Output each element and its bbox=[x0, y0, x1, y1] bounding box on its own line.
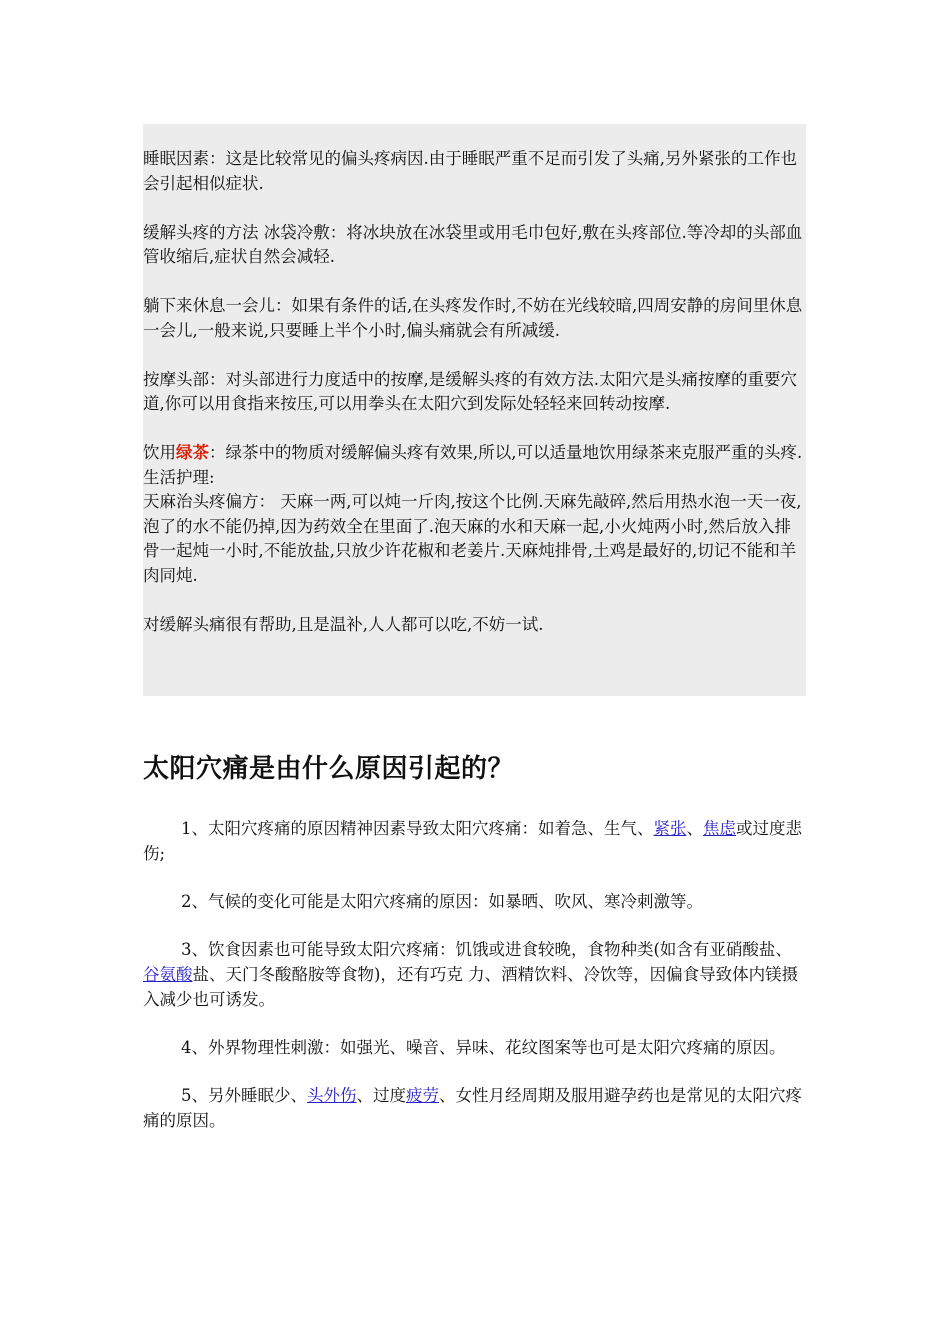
link-glutamate[interactable]: 谷氨酸 bbox=[143, 965, 193, 984]
link-anxiety[interactable]: 焦虑 bbox=[703, 819, 736, 838]
section-heading: 太阳穴痛是由什么原因引起的？ bbox=[143, 754, 515, 784]
green-tea-keyword: 绿茶 bbox=[176, 443, 209, 462]
ice-pack-paragraph: 缓解头疼的方法 冰袋冷敷：将冰块放在冰袋里或用毛巾包好,敷在头疼部位.等冷却的头部血管收缩后,症状自然会减轻. bbox=[143, 222, 803, 266]
cause-text: 、女性月经周期及服用避孕药也是常见的太阳穴疼痛的原因。 bbox=[143, 1086, 802, 1130]
cause-text: 或过度悲伤; bbox=[143, 819, 802, 863]
causes-list bbox=[143, 816, 806, 1156]
cause-item-5 bbox=[143, 1083, 806, 1133]
cause-text: 、过度 bbox=[356, 1086, 406, 1105]
cause-text: 3、饮食因素也可能导致太阳穴疼痛：饥饿或进食较晚，食物种类(如含有亚硝酸盐、 bbox=[181, 940, 792, 959]
cause-item-4: 4、外界物理性刺激：如强光、噪音、异味、花纹图案等也可是太阳穴疼痛的原因。 bbox=[181, 1038, 786, 1057]
tea-text: ：绿茶中的物质对缓解偏头疼有效果,所以,可以适量地饮用绿茶来克服严重的头疼. bbox=[209, 443, 803, 462]
link-fatigue[interactable]: 疲劳 bbox=[406, 1086, 439, 1105]
care-label: 生活护理: bbox=[143, 467, 215, 487]
cause-text: 1、太阳穴疼痛的原因精神因素导致太阳穴疼痛：如着急、生气、 bbox=[181, 819, 654, 838]
separator: 、 bbox=[686, 819, 703, 838]
link-head-injury[interactable]: 头外伤 bbox=[307, 1086, 357, 1105]
cause-item-3 bbox=[143, 937, 806, 1012]
advice-text bbox=[143, 147, 806, 637]
benefit-paragraph: 对缓解头痛很有帮助,且是温补,人人都可以吃,不妨一试. bbox=[143, 614, 544, 634]
tea-prefix: 饮用 bbox=[143, 443, 176, 462]
cause-text: 盐、天门冬酸酪胺等食物)，还有巧克 力、酒精饮料、冷饮等，因偏食导致体内镁摄入减少也可诱发。 bbox=[143, 965, 799, 1009]
recipe-paragraph: 天麻治头疼偏方： 天麻一两,可以炖一斤肉,按这个比例.天麻先敲碎,然后用热水泡一天一夜,泡了的水不能仍掉,因为药效全在里面了.泡天麻的水和天麻一起,小火炖两小时,然后放入排骨一起炖一小时,不能放盐,只放少许花椒和老姜片.天麻炖排骨,土鸡是最好的,切记不能和羊肉同炖. bbox=[143, 492, 802, 585]
cause-item-1 bbox=[143, 816, 806, 866]
green-tea-paragraph bbox=[143, 441, 806, 466]
cause-text: 5、另外睡眠少、 bbox=[181, 1086, 307, 1105]
massage-paragraph: 按摩头部：对头部进行力度适中的按摩,是缓解头疼的有效方法.太阳穴是头痛按摩的重要穴道,你可以用食指来按压,可以用拳头在太阳穴到发际处轻轻来回转动按摩. bbox=[143, 369, 797, 413]
cause-item-2: 2、气候的变化可能是太阳穴疼痛的原因：如暴晒、吹风、寒冷刺激等。 bbox=[181, 892, 703, 911]
rest-paragraph: 躺下来休息一会儿：如果有条件的话,在头疼发作时,不妨在光线较暗,四周安静的房间里休息一会儿,一般来说,只要睡上半个小时,偏头痛就会有所减缓. bbox=[143, 296, 803, 340]
link-tension[interactable]: 紧张 bbox=[653, 819, 687, 838]
sleep-paragraph: 睡眠因素：这是比较常见的偏头疼病因.由于睡眠严重不足而引发了头痛,另外紧张的工作也会引起相似症状. bbox=[143, 149, 797, 193]
